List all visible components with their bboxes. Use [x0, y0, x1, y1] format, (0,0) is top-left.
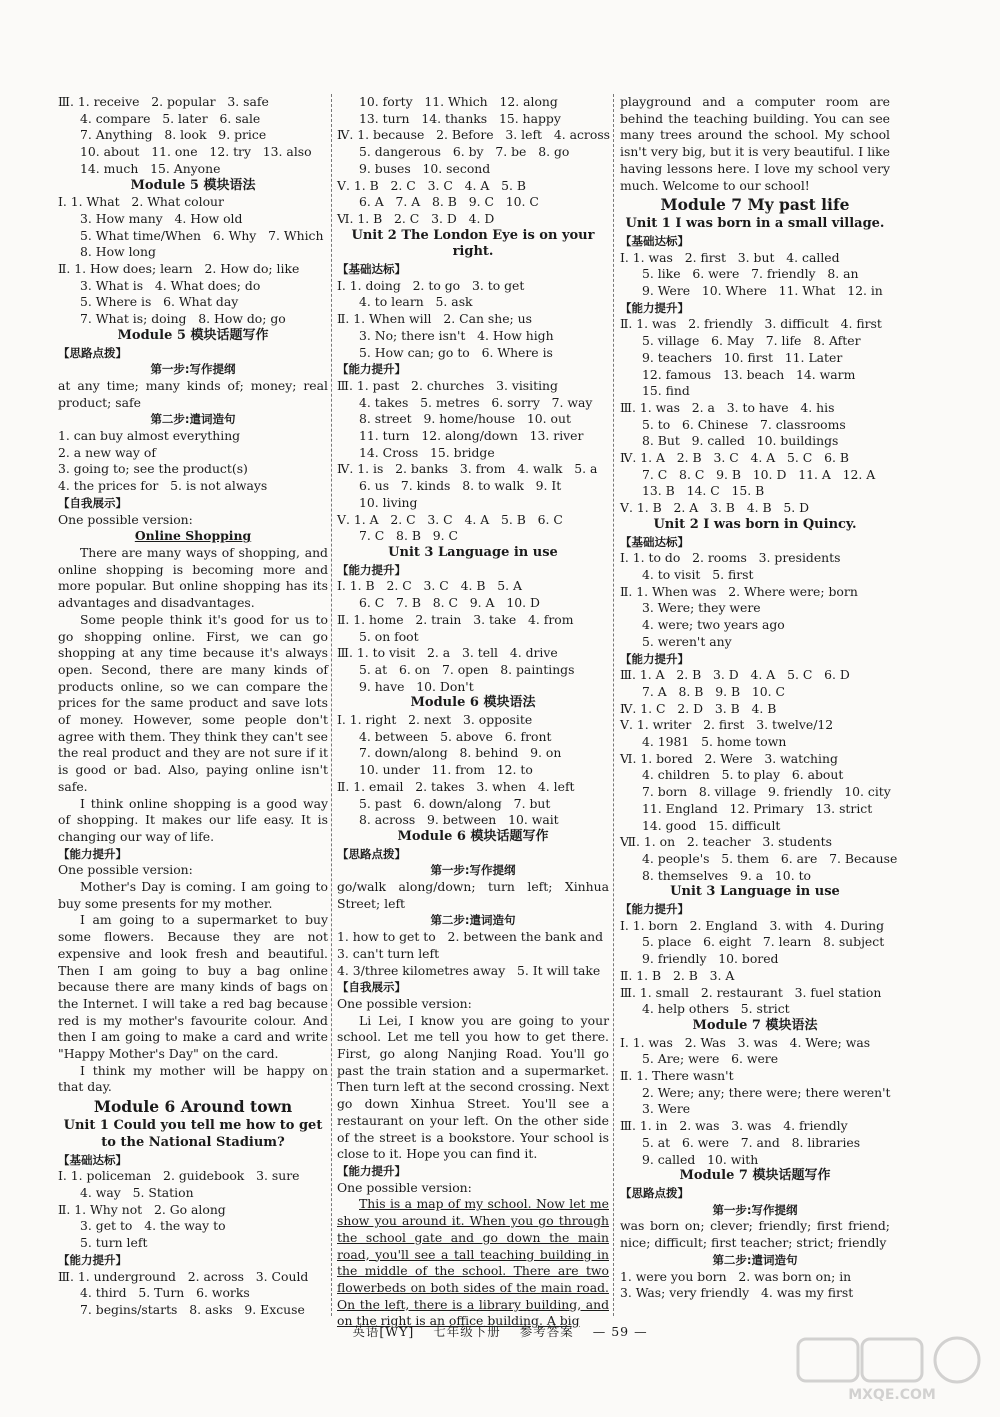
answer-line: 10. forty 11. Which 12. along — [359, 94, 558, 109]
answer-line: 8. How long — [80, 244, 156, 260]
answer-line: 15. find — [642, 383, 690, 399]
footer-grade: 七年级下册 — [433, 1324, 501, 1339]
answer-line: Ⅲ. 1. underground 2. across 3. Could — [58, 1268, 309, 1284]
answer-line: Ⅰ. 1. What 2. What colour — [58, 194, 224, 210]
answer-line: 5. What time/When 6. Why 7. Which — [80, 227, 324, 243]
answer-line: Ⅵ. 1. bored 2. Were 3. watching — [620, 750, 838, 766]
section-heading: Unit 1 Could you tell me how to get to the National Stadium? — [63, 1118, 323, 1150]
answer-line: 3. What is 4. What does; do — [80, 277, 261, 293]
page-number: — 59 — — [592, 1324, 648, 1339]
answer-line: 11. turn 12. along/down 13. river — [359, 428, 584, 444]
answer-column-left — [58, 94, 328, 1319]
answer-line: Ⅱ. 1. B 2. B 3. A — [620, 967, 735, 983]
answer-line: 7. Anything 8. look 9. price — [80, 127, 267, 143]
answer-line: Ⅰ. 1. was 2. first 3. but 4. called — [620, 249, 840, 265]
answer-line: Ⅳ. 1. because 2. Before 3. left 4. across — [337, 127, 611, 143]
step-heading: 第一步:写作提纲 — [150, 362, 236, 377]
answer-line: 8. themselves 9. a 10. to — [642, 867, 812, 883]
answer-line: 11. England 12. Primary 13. strict — [642, 800, 873, 816]
step-heading: 第二步:遣词造句 — [150, 412, 236, 427]
answer-line: 7. C 8. B 9. C — [359, 528, 458, 544]
answer-line: Ⅲ. 1. in 2. was 3. was 4. friendly — [620, 1118, 848, 1134]
answer-line: 8. across 9. between 10. wait — [359, 812, 559, 828]
answer-line: 4. takes 5. metres 6. sorry 7. way — [359, 394, 593, 410]
section-label: 【能力提升】 — [58, 1252, 127, 1267]
section-label: 【自我展示】 — [337, 980, 406, 995]
answer-line: 9. friendly 10. bored — [642, 951, 779, 967]
essay-paragraph: at any time; many kinds of; money; real product; safe — [58, 377, 328, 410]
answer-line: 2. Were; any; there were; there weren't — [642, 1084, 891, 1100]
essay-paragraph: I am going to a supermarket to buy some flowers. Because they are not expensive and look fresh and beautiful. Then I am going to buy a bag online because there are many kinds of bags on the Internet. I will take a red bag because red is my mother's favourite colour. And then I am going to make a card and write "Happy Mother's Day" on the card. — [58, 912, 328, 1062]
section-label: 【能力提升】 — [337, 1164, 406, 1178]
answer-line: 2. a new way of — [58, 444, 156, 460]
answer-line: 4. 3/three kilometres away 5. It will take — [337, 962, 601, 978]
answer-line: 4. people's 5. them 6. are 7. Because — [642, 850, 898, 866]
answer-line: Ⅴ. 1. writer 2. first 3. twelve/12 — [620, 717, 834, 733]
composition-title: Online Shopping — [134, 528, 252, 544]
answer-line: 3. How many 4. How old — [80, 210, 243, 226]
answer-line: 1. were you born 2. was born on; in — [620, 1268, 852, 1284]
section-label: 【基础达标】 — [620, 233, 689, 248]
section-label: 【自我展示】 — [58, 495, 127, 510]
answer-line: 1. can buy almost everything — [58, 428, 241, 444]
section-heading: Unit 2 The London Eye is on your right. — [351, 227, 595, 260]
answer-line: Ⅱ. 1. How does; learn 2. How do; like — [58, 261, 300, 277]
answer-column-middle — [337, 94, 609, 1330]
answer-line: Ⅳ. 1. A 2. B 3. C 4. A 5. C 6. B — [620, 450, 849, 466]
section-label: 【基础达标】 — [620, 534, 689, 549]
answer-line: 14. good 15. difficult — [642, 817, 781, 833]
answer-line: Ⅳ. 1. is 2. banks 3. from 4. walk 5. a — [337, 461, 598, 477]
answer-line: 4. way 5. Station — [80, 1185, 194, 1200]
answer-line: Ⅰ. 1. was 2. Was 3. was 4. Were; was — [620, 1034, 871, 1050]
section-heading: Module 6 模块语法 — [410, 695, 536, 711]
section-label: 【能力提升】 — [58, 846, 127, 861]
section-heading: Module 7 My past life — [660, 195, 850, 215]
section-heading: Module 7 模块话题写作 — [679, 1168, 831, 1184]
answer-line: 4. the prices for 5. is not always — [58, 478, 268, 494]
section-label: 【思路点拨】 — [337, 846, 406, 861]
answer-line: Ⅰ. 1. born 2. England 3. with 4. During — [620, 917, 885, 933]
answer-line: 14. much 15. Anyone — [80, 160, 221, 176]
section-label: 【基础达标】 — [337, 262, 406, 277]
section-heading: Module 6 Around town — [93, 1097, 293, 1117]
column-divider — [331, 94, 333, 1316]
essay-paragraph: go/walk along/down; turn left; Xinhua Street; left — [337, 879, 609, 911]
answer-line: 7. born 8. village 9. friendly 10. city — [642, 784, 891, 800]
answer-line: 4. were; two years ago — [642, 617, 785, 633]
answer-line: 6. us 7. kinds 8. to walk 9. It — [359, 478, 562, 494]
answer-line: One possible version: — [337, 1179, 472, 1195]
section-heading: Unit 2 I was born in Quincy. — [653, 516, 857, 532]
answer-line: 3. get to 4. the way to — [80, 1218, 226, 1234]
answer-line: 3. going to; see the product(s) — [58, 461, 248, 477]
answer-line: 9. called 10. with — [642, 1151, 759, 1167]
answer-line: Ⅴ. 1. B 2. C 3. C 4. A 5. B — [337, 177, 527, 193]
answer-line: 5. weren't any — [642, 633, 732, 649]
section-label: 【能力提升】 — [620, 300, 689, 315]
answer-line: 4. third 5. Turn 6. works — [80, 1285, 250, 1301]
answer-line: Ⅱ. 1. When was 2. Where were; born — [620, 583, 858, 599]
answer-line: 8. street 9. home/house 10. out — [359, 411, 571, 427]
watermark-logo — [792, 1335, 992, 1405]
answer-line: Ⅲ. 1. was 2. a 3. to have 4. his — [620, 399, 835, 415]
essay-paragraph: I think online shopping is a good way of shopping. It makes our life easy. It is changing our way of life. — [58, 795, 328, 844]
answer-line: 4. 1981 5. home town — [642, 734, 787, 750]
section-heading: Module 5 模块话题写作 — [117, 327, 269, 343]
answer-line: Ⅲ. 1. to visit 2. a 3. tell 4. drive — [337, 645, 558, 661]
answer-line: 5. place 6. eight 7. learn 8. subject — [642, 934, 885, 950]
answer-line: 13. turn 14. thanks 15. happy — [359, 110, 561, 126]
answer-line: 9. teachers 10. first 11. Later — [642, 349, 843, 365]
answer-line: Ⅱ. 1. When will 2. Can she; us — [337, 311, 533, 327]
answer-line: 10. under 11. from 12. to — [359, 762, 533, 778]
step-heading: 第二步:遣词造句 — [712, 1252, 798, 1267]
answer-line: Ⅰ. 1. doing 2. to go 3. to get — [337, 277, 525, 293]
step-heading: 第一步:写作提纲 — [430, 863, 516, 878]
section-label: 【能力提升】 — [620, 902, 689, 917]
answer-line: 5. on foot — [359, 628, 419, 644]
answer-line: 7. begins/starts 8. asks 9. Excuse — [80, 1301, 305, 1317]
answer-line: 4. children 5. to play 6. about — [642, 767, 844, 783]
answer-line: Ⅱ. 1. There wasn't — [620, 1068, 734, 1084]
section-heading: Module 5 模块语法 — [130, 177, 256, 193]
answer-line: One possible version: — [58, 511, 193, 527]
section-label: 【思路点拨】 — [58, 345, 127, 360]
answer-line: Ⅰ. 1. to do 2. rooms 3. presidents — [620, 550, 841, 566]
essay-paragraph: was born on; clever; friendly; first friend; nice; difficult; first teacher; strict; friendly — [620, 1218, 890, 1251]
essay-paragraph: There are many ways of shopping, and online shopping is becoming more and more popular. But online shopping has its advantages and disadvantages. — [58, 544, 328, 611]
section-heading: Unit 3 Language in use — [388, 544, 558, 560]
section-label: 【能力提升】 — [337, 362, 406, 377]
footer-label: 参考答案 — [519, 1324, 574, 1339]
step-heading: 第一步:写作提纲 — [712, 1202, 798, 1217]
section-heading: Module 7 模块语法 — [692, 1017, 818, 1033]
section-label: 【能力提升】 — [337, 562, 406, 577]
answer-line: Ⅲ. 1. small 2. restaurant 3. fuel station — [620, 984, 882, 1000]
answer-line: 1. how to get to 2. between the bank and — [337, 929, 604, 945]
answer-line: 7. down/along 8. behind 9. on — [359, 745, 562, 761]
answer-line: 5. at 6. were 7. and 8. libraries — [642, 1134, 861, 1150]
answer-line: Ⅵ. 1. B 2. C 3. D 4. D — [337, 210, 495, 226]
column-divider — [613, 94, 615, 1316]
answer-line: 9. Were 10. Where 11. What 12. in — [642, 283, 883, 299]
answer-line: Ⅲ. 1. past 2. churches 3. visiting — [337, 377, 558, 393]
answer-line: 4. to visit 5. first — [642, 566, 754, 582]
answer-line: 4. compare 5. later 6. sale — [80, 110, 261, 126]
answer-line: Ⅲ. 1. receive 2. popular 3. safe — [58, 94, 269, 109]
answer-line: Ⅰ. 1. policeman 2. guidebook 3. sure — [58, 1168, 300, 1184]
answer-line: 4. to learn 5. ask — [359, 294, 473, 310]
answer-line: 5. Are; were 6. were — [642, 1051, 779, 1067]
answer-line: 7. C 8. C 9. B 10. D 11. A 12. A — [642, 466, 876, 482]
section-label: 【思路点拨】 — [620, 1186, 689, 1200]
essay-paragraph: Li Lei, I know you are going to your school. Let me tell you how to get there. First, go along Nanjing Road. You'll go past the train station and a supermarket. Then turn left at the second crossing. Next go down Xinhua Street. You'll see a restaurant on your left. On the other side of the street is a bookstore. Your school is close to it. Hope you can find it. — [337, 1012, 609, 1162]
answer-line: 3. Was; very friendly 4. was my first — [620, 1285, 854, 1301]
answer-line: 5. village 6. May 7. life 8. After — [642, 333, 861, 349]
answer-line: Ⅱ. 1. home 2. train 3. take 4. from — [337, 611, 574, 627]
section-heading: Unit 1 I was born in a small village. — [625, 216, 885, 232]
answer-line: Ⅱ. 1. email 2. takes 3. when 4. left — [337, 778, 575, 794]
essay-paragraph: Some people think it's good for us to go shopping online. First, we can go shopping at any time because it's always open. Second, there are many kinds of products online, so we can compare the prices for the same product and save lots of money. However, some people don't agree with them. They think they can't see the real product and they are not sure if it is good or bad. Also, paying online isn't safe. — [58, 611, 328, 794]
answer-line: 8. But 9. called 10. buildings — [642, 433, 839, 449]
essay-paragraph: Mother's Day is coming. I am going to buy some presents for my mother. — [58, 879, 328, 911]
watermark-domain: MXQE.COM — [848, 1387, 936, 1403]
answer-line: 7. A 8. B 9. B 10. C — [642, 683, 786, 699]
answer-line: Ⅴ. 1. B 2. A 3. B 4. B 5. D — [620, 500, 810, 516]
answer-line: Ⅴ. 1. A 2. C 3. C 4. A 5. B 6. C — [337, 511, 563, 527]
footer-subject: 英语[WY] — [352, 1324, 415, 1339]
answer-line: 14. Cross 15. bridge — [359, 444, 495, 460]
answer-line: One possible version: — [337, 995, 472, 1011]
essay-paragraph: playground and a computer room are behind the teaching building. You can see many trees around the school. My school isn't very big, but it is very beautiful. I like having lessons here. I love my school very much. Welcome to our school! — [620, 94, 890, 193]
answer-line: 12. famous 13. beach 14. warm — [642, 366, 856, 382]
answer-line: 5. How can; go to 6. Where is — [359, 344, 553, 360]
answer-line: 5. turn left — [80, 1235, 148, 1251]
answer-line: 5. at 6. on 7. open 8. paintings — [359, 661, 575, 677]
answer-line: Ⅰ. 1. B 2. C 3. C 4. B 5. A — [337, 578, 522, 594]
answer-line: Ⅰ. 1. right 2. next 3. opposite — [337, 712, 533, 728]
answer-line: Ⅳ. 1. C 2. D 3. B 4. B — [620, 700, 777, 716]
section-heading: Module 6 模块话题写作 — [397, 828, 549, 844]
answer-line: 5. dangerous 6. by 7. be 8. go — [359, 144, 570, 160]
answer-line: 5. Where is 6. What day — [80, 294, 239, 310]
section-label: 【基础达标】 — [58, 1152, 127, 1167]
answer-line: 5. like 6. were 7. friendly 8. an — [642, 266, 859, 282]
answer-line: 4. between 5. above 6. front — [359, 728, 552, 744]
answer-line: 7. What is; doing 8. How do; go — [80, 311, 286, 327]
answer-line: 3. can't turn left — [337, 945, 440, 961]
answer-line: 9. have 10. Don't — [359, 678, 474, 694]
section-heading: Unit 3 Language in use — [670, 884, 840, 900]
answer-line: 3. Were — [642, 1101, 691, 1117]
answer-line: Ⅱ. 1. was 2. friendly 3. difficult 4. first — [620, 316, 882, 332]
answer-line: 4. help others 5. strict — [642, 1001, 790, 1017]
answer-line: 10. about 11. one 12. try 13. also — [80, 144, 312, 160]
answer-line: 6. C 7. B 8. C 9. A 10. D — [359, 595, 540, 611]
answer-line: Ⅶ. 1. on 2. teacher 3. students — [620, 834, 832, 850]
answer-line: One possible version: — [58, 862, 193, 878]
answer-line: 5. to 6. Chinese 7. classrooms — [642, 416, 846, 432]
answer-line: 13. B 14. C 15. B — [642, 483, 765, 499]
answer-line: 10. living — [359, 494, 418, 510]
answer-column-right — [620, 94, 898, 1302]
essay-paragraph: This is a map of my school. Now let me show you around it. When you go through the school gate and go down the main road, you'll see a tall teaching building in the middle of the school. There are two flowerbeds on both sides of the main road. On the left, there is a library building, and on the right is an office building. A big — [337, 1196, 609, 1329]
section-label: 【能力提升】 — [620, 651, 689, 666]
answer-line: 9. buses 10. second — [359, 160, 491, 176]
answer-line: Ⅱ. 1. Why not 2. Go along — [58, 1201, 226, 1217]
answer-line: 6. A 7. A 8. B 9. C 10. C — [359, 194, 539, 210]
answer-line: 3. No; there isn't 4. How high — [359, 327, 554, 343]
answer-line: Ⅲ. 1. A 2. B 3. D 4. A 5. C 6. D — [620, 667, 850, 683]
answer-line: 5. past 6. down/along 7. but — [359, 795, 551, 811]
answer-line: 3. Were; they were — [642, 600, 761, 616]
essay-paragraph: I think my mother will be happy on that day. — [58, 1062, 328, 1095]
step-heading: 第二步:遣词造句 — [430, 913, 516, 928]
